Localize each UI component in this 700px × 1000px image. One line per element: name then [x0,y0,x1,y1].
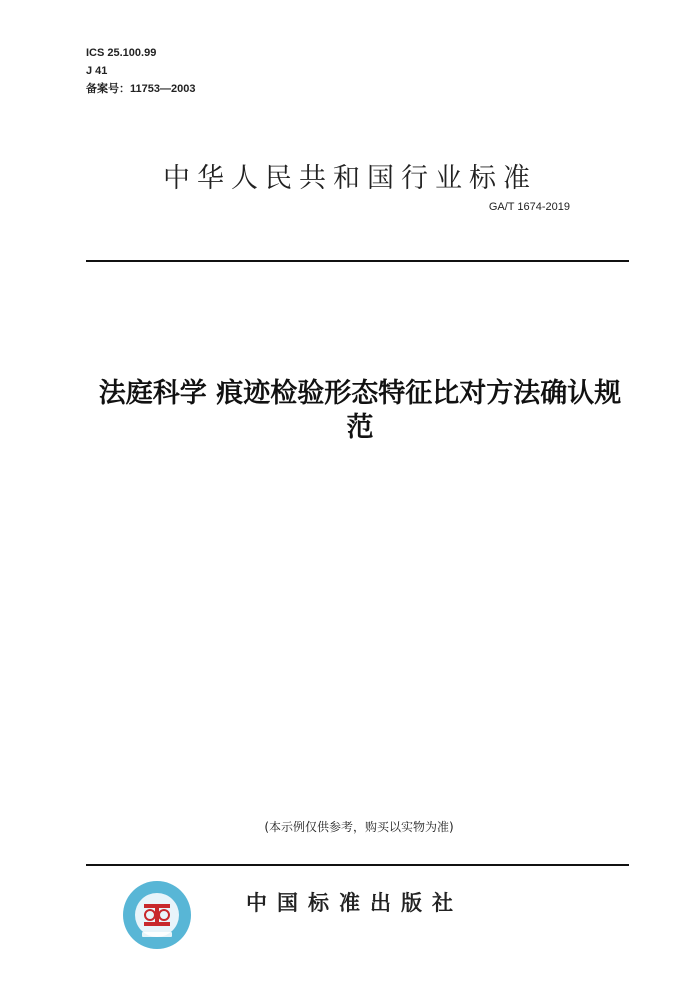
disclaimer-note: (本示例仅供参考，购买以实物为准) [264,820,454,834]
seal-label-band [142,932,172,937]
document-metadata [86,44,195,98]
record-number: 备案号：11753—2003 [86,83,196,95]
classification-code: J 41 [86,65,108,77]
publisher-seal-icon [122,880,192,950]
ics-code: ICS 25.100.99 [86,47,157,59]
document-title-line-1: 法庭科学 痕迹检验形态特征比对方法确认规 [98,378,622,409]
publisher-name: 中国标准出版社 [246,891,463,915]
document-title-line-2: 范 [346,412,374,443]
top-divider [86,260,629,262]
document-title [60,377,660,445]
standard-code: GA/T 1674-2019 [488,201,570,213]
standard-heading: 中华人民共和国行业标准 [163,163,537,194]
bottom-divider [86,864,629,866]
